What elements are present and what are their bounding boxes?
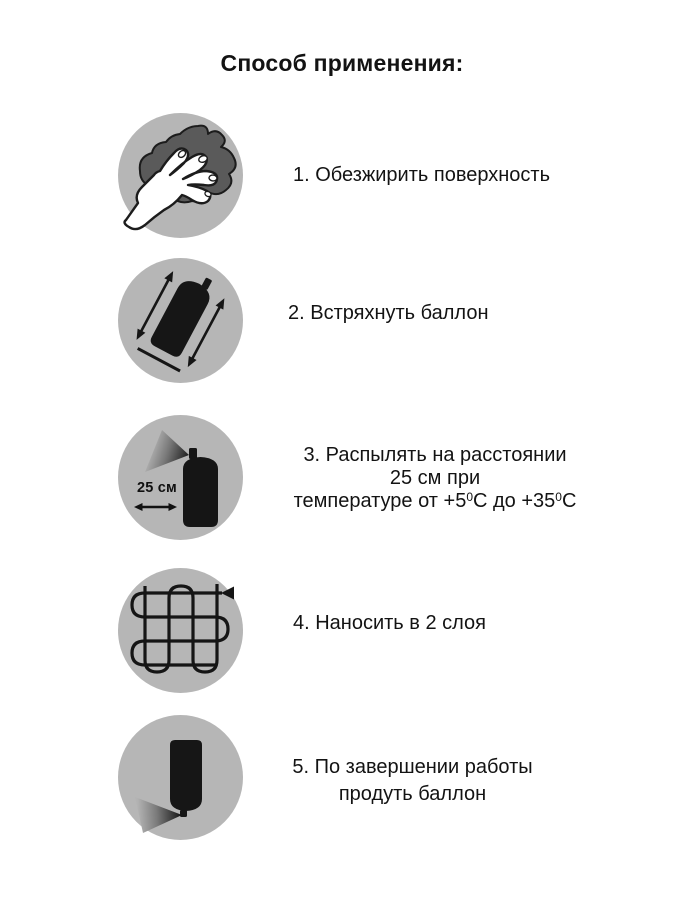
step-3-line-3: температуре от $+5^0С$ до $+35^0С$: [293, 490, 577, 512]
step-3-line-2: 25 см при: [389, 467, 481, 489]
wipe-hand-icon: [118, 113, 243, 238]
crosshatch-spray-icon: [118, 568, 243, 693]
page-title: Способ применения:: [220, 50, 464, 76]
step-5-line-2: продуть баллон: [338, 783, 487, 805]
step-5-icon-circle: [118, 715, 243, 840]
step-5-text: [270, 754, 555, 808]
step-3-line-1: 3. Распылять на расстоянии: [303, 444, 567, 466]
distance-label: 25 см: [137, 480, 177, 496]
step-4-text: 4. Наносить в 2 слоя: [293, 612, 486, 634]
step-1-icon-circle: [118, 113, 243, 238]
purge-can-icon: [118, 715, 243, 840]
spray-distance-icon: [118, 415, 243, 540]
step-3-icon-circle: [118, 415, 243, 540]
shake-can-icon: [118, 258, 243, 383]
step-4-icon-circle: [118, 568, 243, 693]
step-2-icon-circle: [118, 258, 243, 383]
step-1-text: 1. Обезжирить поверхность: [293, 164, 550, 186]
step-3-text: [270, 444, 600, 513]
step-2-text: 2. Встряхнуть баллон: [288, 302, 489, 324]
step-5-line-1: 5. По завершении работы: [292, 756, 533, 778]
